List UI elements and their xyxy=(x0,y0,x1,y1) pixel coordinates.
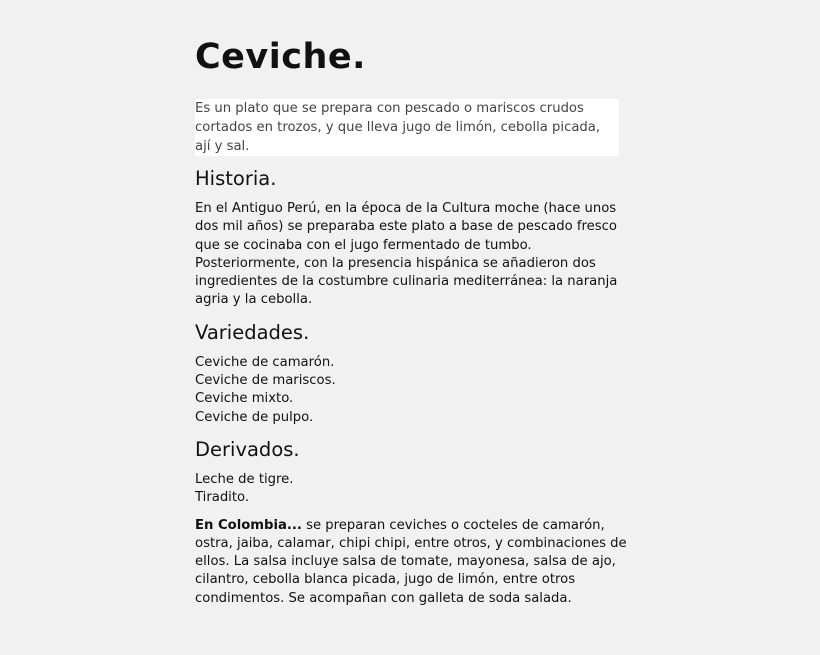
list-item: Leche de tigre. xyxy=(195,471,294,487)
intro-paragraph: Es un plato que se prepara con pescado o mariscos crudos cortados en trozos, y que lleva jugo de limón, cebolla picada, ají y sal. xyxy=(195,99,619,156)
list-item: Ceviche de camarón. xyxy=(195,354,335,370)
colombia-text: se preparan ceviches o cocteles de camarón, ostra, jaiba, calamar, chipi chipi, entre otros, y combinaciones de ellos. La salsa incluye salsa de tomate, mayonesa, salsa de ajo, cilantro, cebolla blanca picada, jugo de limón, entre otros condimentos. Se acompañan con galleta de soda salada. xyxy=(195,517,627,606)
page-title: Ceviche. xyxy=(195,37,366,77)
derivados-list xyxy=(195,471,635,508)
list-item: Ceviche de mariscos. xyxy=(195,373,336,389)
list-item: Ceviche de pulpo. xyxy=(195,409,314,425)
list-item: Ceviche mixto. xyxy=(195,391,294,407)
colombia-paragraph xyxy=(195,517,635,608)
document-page xyxy=(195,36,635,608)
section-heading-variedades: Variedades. xyxy=(195,320,310,344)
variedades-list xyxy=(195,354,635,427)
section-heading-derivados: Derivados. xyxy=(195,437,300,461)
section-heading-historia: Historia. xyxy=(195,167,277,190)
colombia-lead: En Colombia... xyxy=(195,517,302,533)
historia-paragraph: En el Antiguo Perú, en la época de la Cultura moche (hace unos dos mil años) se preparaba este plato a base de pescado fresco que se cocinaba con el jugo fermentado de tumbo. Posteriormente, con la presencia hispánica se añadieron dos ingredientes de la costumbre culinaria mediterránea: la naranja agria y la cebolla. xyxy=(195,201,618,308)
list-item: Tiradito. xyxy=(195,490,250,506)
